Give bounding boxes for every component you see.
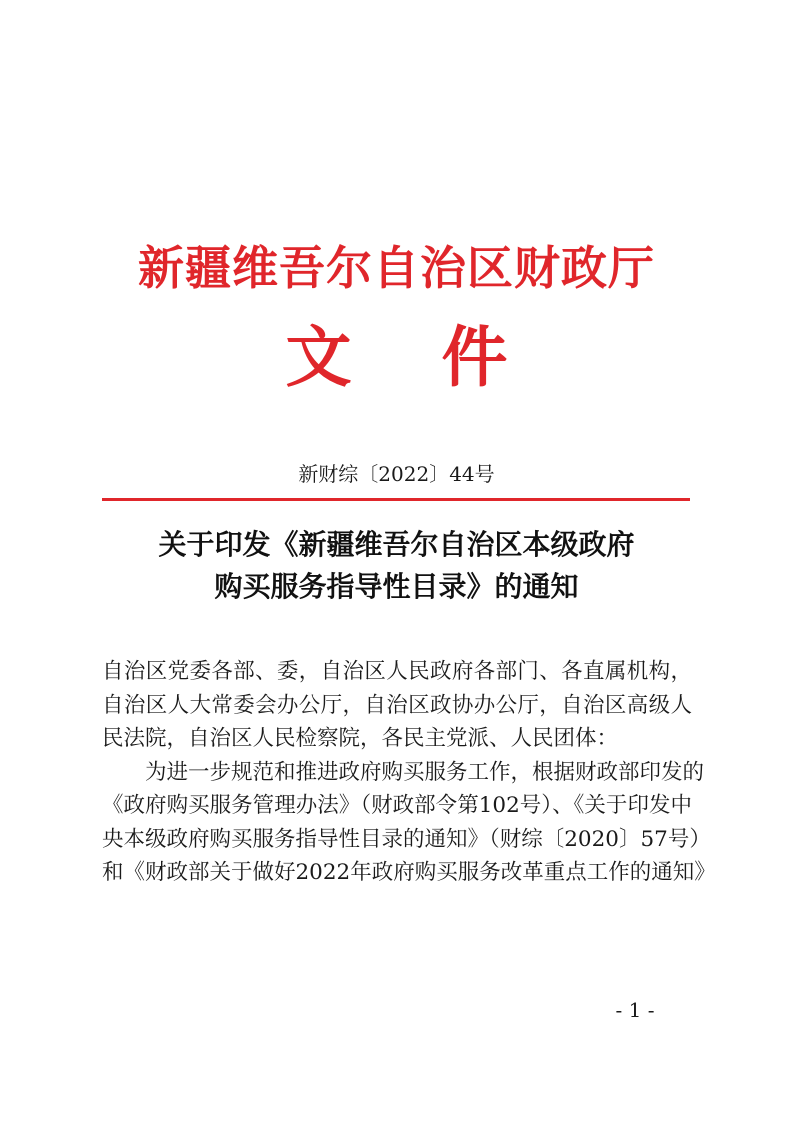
page-number: - 1 -: [615, 998, 655, 1022]
title-line-1: 关于印发《新疆维吾尔自治区本级政府: [158, 528, 635, 561]
issuer-name: 新疆维吾尔自治区财政厅: [138, 241, 655, 295]
document-number: 新财综〔2022〕44号: [298, 462, 495, 486]
body-line: 为进一步规范和推进政府购买服务工作，根据财政部印发的: [145, 759, 705, 785]
red-divider-line: [102, 498, 690, 501]
title-line-2: 购买服务指导性目录》的通知: [214, 570, 579, 603]
document-type-word: 文件: [285, 319, 598, 396]
document-body: [102, 655, 716, 890]
body-line: 自治区党委各部、委，自治区人民政府各部门、各直属机构，: [102, 659, 692, 684]
document-title: [0, 524, 793, 608]
body-line: 自治区人大常委会办公厅，自治区政协办公厅，自治区高级人: [102, 692, 692, 718]
body-line: 央本级政府购买服务指导性目录的通知》（财综〔2020〕57号）: [102, 826, 711, 852]
body-line: 和《财政部关于做好2022年政府购买服务改革重点工作的通知》: [102, 860, 716, 885]
body-line: 《政府购买服务管理办法》（财政部令第102号）、《关于印发中: [102, 793, 692, 818]
body-line: 民法院，自治区人民检察院，各民主党派、人民团体：: [102, 726, 619, 751]
